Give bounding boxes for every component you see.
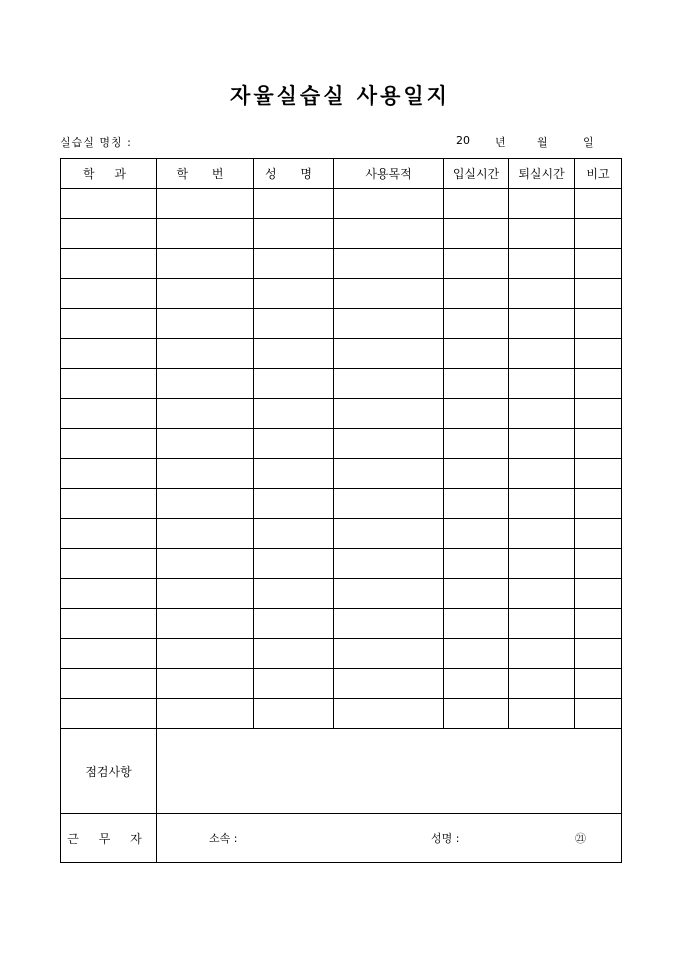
cell-exit-time[interactable] xyxy=(509,219,575,249)
table-row xyxy=(61,399,622,429)
cell-name[interactable] xyxy=(254,399,334,429)
cell-purpose[interactable] xyxy=(334,579,444,609)
cell-entry-time[interactable] xyxy=(444,489,509,519)
cell-entry-time[interactable] xyxy=(444,399,509,429)
cell-purpose[interactable] xyxy=(334,699,444,729)
cell-entry-time[interactable] xyxy=(444,519,509,549)
cell-name[interactable] xyxy=(254,609,334,639)
cell-purpose[interactable] xyxy=(334,609,444,639)
table-body xyxy=(61,189,622,863)
cell-student-id[interactable] xyxy=(157,609,254,639)
cell-purpose[interactable] xyxy=(334,549,444,579)
cell-exit-time[interactable] xyxy=(509,669,575,699)
document-header-row xyxy=(60,134,620,152)
cell-exit-time[interactable] xyxy=(509,249,575,279)
cell-department[interactable] xyxy=(61,309,157,339)
cell-department[interactable] xyxy=(61,609,157,639)
cell-name[interactable] xyxy=(254,519,334,549)
table-row xyxy=(61,429,622,459)
cell-exit-time[interactable] xyxy=(509,579,575,609)
cell-student-id[interactable] xyxy=(157,669,254,699)
cell-remarks[interactable] xyxy=(575,309,622,339)
cell-department[interactable] xyxy=(61,459,157,489)
cell-student-id[interactable] xyxy=(157,219,254,249)
cell-name[interactable] xyxy=(254,339,334,369)
cell-student-id[interactable] xyxy=(157,309,254,339)
cell-name[interactable] xyxy=(254,549,334,579)
header-entry-time: 입실시간 xyxy=(444,159,509,189)
cell-department[interactable] xyxy=(61,369,157,399)
cell-remarks[interactable] xyxy=(575,609,622,639)
table-row xyxy=(61,549,622,579)
cell-entry-time[interactable] xyxy=(444,579,509,609)
cell-purpose[interactable] xyxy=(334,249,444,279)
notes-label: 점검사항 xyxy=(61,729,157,814)
cell-entry-time[interactable] xyxy=(444,429,509,459)
date-year-prefix: 20 xyxy=(456,134,470,147)
header-exit-time: 퇴실시간 xyxy=(509,159,575,189)
cell-remarks[interactable] xyxy=(575,489,622,519)
cell-remarks[interactable] xyxy=(575,429,622,459)
cell-name[interactable] xyxy=(254,459,334,489)
cell-department[interactable] xyxy=(61,699,157,729)
cell-entry-time[interactable] xyxy=(444,369,509,399)
header-remarks: 비고 xyxy=(575,159,622,189)
cell-exit-time[interactable] xyxy=(509,639,575,669)
cell-entry-time[interactable] xyxy=(444,549,509,579)
cell-entry-time[interactable] xyxy=(444,249,509,279)
usage-log-table xyxy=(60,158,622,863)
cell-student-id[interactable] xyxy=(157,249,254,279)
header-purpose: 사용목적 xyxy=(334,159,444,189)
cell-entry-time[interactable] xyxy=(444,219,509,249)
cell-remarks[interactable] xyxy=(575,669,622,699)
cell-student-id[interactable] xyxy=(157,429,254,459)
cell-purpose[interactable] xyxy=(334,339,444,369)
table-row xyxy=(61,219,622,249)
cell-name[interactable] xyxy=(254,489,334,519)
cell-purpose[interactable] xyxy=(334,489,444,519)
cell-exit-time[interactable] xyxy=(509,309,575,339)
cell-purpose[interactable] xyxy=(334,639,444,669)
cell-department[interactable] xyxy=(61,339,157,369)
cell-name[interactable] xyxy=(254,279,334,309)
cell-student-id[interactable] xyxy=(157,189,254,219)
cell-student-id[interactable] xyxy=(157,489,254,519)
cell-department[interactable] xyxy=(61,279,157,309)
table-row xyxy=(61,339,622,369)
table-row xyxy=(61,309,622,339)
cell-name[interactable] xyxy=(254,309,334,339)
cell-student-id[interactable] xyxy=(157,519,254,549)
cell-name[interactable] xyxy=(254,579,334,609)
cell-student-id[interactable] xyxy=(157,459,254,489)
cell-name[interactable] xyxy=(254,219,334,249)
cell-entry-time[interactable] xyxy=(444,639,509,669)
cell-remarks[interactable] xyxy=(575,219,622,249)
cell-entry-time[interactable] xyxy=(444,279,509,309)
cell-exit-time[interactable] xyxy=(509,549,575,579)
duty-field[interactable] xyxy=(157,814,622,863)
cell-purpose[interactable] xyxy=(334,429,444,459)
cell-entry-time[interactable] xyxy=(444,699,509,729)
table-row xyxy=(61,369,622,399)
duty-row xyxy=(61,814,622,863)
duty-label: 근 무 자 xyxy=(61,814,157,863)
cell-remarks[interactable] xyxy=(575,639,622,669)
table-row xyxy=(61,279,622,309)
cell-entry-time[interactable] xyxy=(444,189,509,219)
cell-name[interactable] xyxy=(254,429,334,459)
header-name: 성 명 xyxy=(254,159,334,189)
document-title: 자율실습실 사용일지 xyxy=(230,83,450,108)
cell-entry-time[interactable] xyxy=(444,309,509,339)
cell-name[interactable] xyxy=(254,249,334,279)
cell-exit-time[interactable] xyxy=(509,519,575,549)
notes-field[interactable] xyxy=(157,729,622,814)
cell-remarks[interactable] xyxy=(575,459,622,489)
cell-purpose[interactable] xyxy=(334,279,444,309)
cell-entry-time[interactable] xyxy=(444,669,509,699)
cell-name[interactable] xyxy=(254,369,334,399)
table-row xyxy=(61,489,622,519)
cell-department[interactable] xyxy=(61,519,157,549)
cell-remarks[interactable] xyxy=(575,279,622,309)
cell-department[interactable] xyxy=(61,489,157,519)
cell-department[interactable] xyxy=(61,549,157,579)
table-row xyxy=(61,639,622,669)
cell-exit-time[interactable] xyxy=(509,699,575,729)
cell-exit-time[interactable] xyxy=(509,189,575,219)
table-row xyxy=(61,189,622,219)
cell-student-id[interactable] xyxy=(157,699,254,729)
table-row xyxy=(61,249,622,279)
cell-remarks[interactable] xyxy=(575,339,622,369)
cell-department[interactable] xyxy=(61,429,157,459)
cell-exit-time[interactable] xyxy=(509,279,575,309)
cell-student-id[interactable] xyxy=(157,399,254,429)
cell-purpose[interactable] xyxy=(334,309,444,339)
cell-department[interactable] xyxy=(61,189,157,219)
cell-exit-time[interactable] xyxy=(509,489,575,519)
cell-department[interactable] xyxy=(61,669,157,699)
cell-exit-time[interactable] xyxy=(509,339,575,369)
cell-student-id[interactable] xyxy=(157,549,254,579)
room-name-label: 실습실 명칭 : xyxy=(60,136,132,149)
table-row xyxy=(61,699,622,729)
header-department: 학 과 xyxy=(61,159,157,189)
table-header-row xyxy=(61,159,622,189)
cell-purpose[interactable] xyxy=(334,219,444,249)
cell-purpose[interactable] xyxy=(334,369,444,399)
cell-entry-time[interactable] xyxy=(444,459,509,489)
cell-purpose[interactable] xyxy=(334,459,444,489)
cell-exit-time[interactable] xyxy=(509,369,575,399)
cell-student-id[interactable] xyxy=(157,579,254,609)
cell-remarks[interactable] xyxy=(575,519,622,549)
date-day-label: 일 xyxy=(583,136,594,149)
cell-exit-time[interactable] xyxy=(509,609,575,639)
duty-name-label: 성명 : xyxy=(431,832,460,845)
duty-affiliation-label: 소속 : xyxy=(209,832,238,845)
cell-entry-time[interactable] xyxy=(444,609,509,639)
cell-remarks[interactable] xyxy=(575,579,622,609)
cell-exit-time[interactable] xyxy=(509,429,575,459)
cell-entry-time[interactable] xyxy=(444,339,509,369)
notes-row xyxy=(61,729,622,814)
table-row xyxy=(61,669,622,699)
cell-remarks[interactable] xyxy=(575,249,622,279)
cell-student-id[interactable] xyxy=(157,369,254,399)
cell-exit-time[interactable] xyxy=(509,459,575,489)
cell-name[interactable] xyxy=(254,639,334,669)
cell-exit-time[interactable] xyxy=(509,399,575,429)
cell-name[interactable] xyxy=(254,189,334,219)
cell-department[interactable] xyxy=(61,249,157,279)
table-row xyxy=(61,459,622,489)
cell-remarks[interactable] xyxy=(575,399,622,429)
cell-student-id[interactable] xyxy=(157,639,254,669)
cell-remarks[interactable] xyxy=(575,189,622,219)
cell-name[interactable] xyxy=(254,669,334,699)
table-row xyxy=(61,519,622,549)
cell-department[interactable] xyxy=(61,399,157,429)
cell-purpose[interactable] xyxy=(334,519,444,549)
table-row xyxy=(61,579,622,609)
cell-purpose[interactable] xyxy=(334,189,444,219)
cell-department[interactable] xyxy=(61,579,157,609)
seal-mark-icon: ㉑ xyxy=(575,832,586,845)
cell-purpose[interactable] xyxy=(334,669,444,699)
cell-remarks[interactable] xyxy=(575,699,622,729)
header-student-id: 학 번 xyxy=(157,159,254,189)
cell-department[interactable] xyxy=(61,639,157,669)
cell-purpose[interactable] xyxy=(334,399,444,429)
date-year-label: 년 xyxy=(495,136,506,149)
table-row xyxy=(61,609,622,639)
cell-student-id[interactable] xyxy=(157,279,254,309)
date-month-label: 월 xyxy=(537,136,548,149)
cell-department[interactable] xyxy=(61,219,157,249)
cell-student-id[interactable] xyxy=(157,339,254,369)
cell-remarks[interactable] xyxy=(575,369,622,399)
cell-remarks[interactable] xyxy=(575,549,622,579)
cell-name[interactable] xyxy=(254,699,334,729)
